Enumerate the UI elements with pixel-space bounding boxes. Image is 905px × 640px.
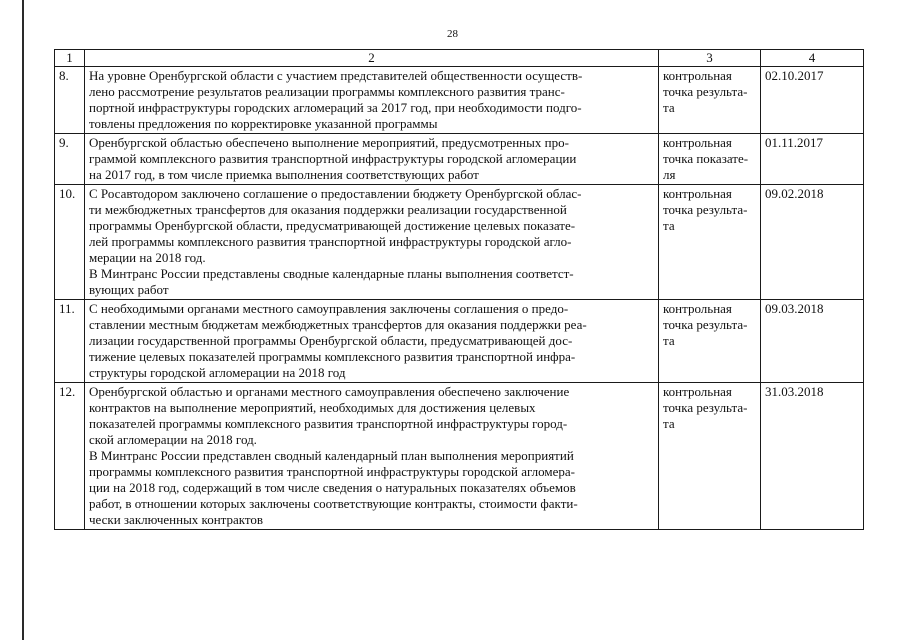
column-header-2: 2 bbox=[85, 50, 659, 67]
column-header-3: 3 bbox=[659, 50, 761, 67]
description-line: ти межбюджетных трансфертов для оказания поддержки реализации государственной bbox=[89, 202, 567, 217]
event-type-line: та bbox=[663, 100, 675, 115]
description-line: показателей программы комплексного развития транспортной инфраструктуры город- bbox=[89, 416, 568, 431]
event-date: 09.03.2018 bbox=[761, 300, 864, 383]
event-type-line: та bbox=[663, 218, 675, 233]
table-header-row bbox=[55, 50, 864, 67]
event-type-line: контрольная bbox=[663, 186, 732, 201]
row-number: 12. bbox=[55, 383, 85, 530]
description-line: лизации государственной программы Оренбургской области, предусматривающей дос- bbox=[89, 333, 573, 348]
event-type-line: ля bbox=[663, 167, 676, 182]
event-type bbox=[659, 67, 761, 134]
event-type-line: контрольная bbox=[663, 301, 732, 316]
description-line: контрактов на выполнение мероприятий, необходимых для достижения целевых bbox=[89, 400, 536, 415]
event-date: 01.11.2017 bbox=[761, 134, 864, 185]
table-row bbox=[55, 134, 864, 185]
description-line: работ, в отношении которых заключены соответствующие контракты, стоимости факти- bbox=[89, 496, 578, 511]
table-row bbox=[55, 67, 864, 134]
event-type-line: точка результа- bbox=[663, 84, 748, 99]
description-line: Оренбургской областью обеспечено выполнение мероприятий, предусмотренных про- bbox=[89, 135, 569, 150]
event-date: 09.02.2018 bbox=[761, 185, 864, 300]
event-description bbox=[85, 134, 659, 185]
description-line: на 2017 год, в том числе приемка выполнения соответствующих работ bbox=[89, 167, 479, 182]
description-line: Оренбургской областью и органами местного самоуправления обеспечено заключение bbox=[89, 384, 570, 399]
event-type-line: та bbox=[663, 333, 675, 348]
column-header-4: 4 bbox=[761, 50, 864, 67]
description-line: портной инфраструктуры городских агломераций за 2017 год, при необходимости подго- bbox=[89, 100, 582, 115]
description-line: На уровне Оренбургской области с участием представителей общественности осуществ- bbox=[89, 68, 583, 83]
row-number: 10. bbox=[55, 185, 85, 300]
description-line: вующих работ bbox=[89, 282, 169, 297]
event-type-line: контрольная bbox=[663, 68, 732, 83]
description-line: лено рассмотрение результатов реализации программы комплексного развития транс- bbox=[89, 84, 565, 99]
event-type bbox=[659, 383, 761, 530]
description-line: С Росавтодором заключено соглашение о предоставлении бюджету Оренбургской облас- bbox=[89, 186, 582, 201]
event-type-line: точка результа- bbox=[663, 317, 748, 332]
scan-edge-line bbox=[22, 0, 24, 640]
page-number: 28 bbox=[447, 28, 458, 40]
description-line: ставлении местным бюджетам межбюджетных трансфертов для оказания поддержки реа- bbox=[89, 317, 587, 332]
description-line: тижение целевых показателей программы комплексного развития транспортной инфра- bbox=[89, 349, 576, 364]
event-description bbox=[85, 300, 659, 383]
event-date: 02.10.2017 bbox=[761, 67, 864, 134]
description-line: программы Оренбургской области, предусматривающей достижение целевых показате- bbox=[89, 218, 576, 233]
description-line: ции на 2018 год, содержащий в том числе сведения о натуральных показателях объемов bbox=[89, 480, 576, 495]
description-line: программы комплексного развития транспортной инфраструктуры городской агломера- bbox=[89, 464, 576, 479]
table-row bbox=[55, 383, 864, 530]
event-description bbox=[85, 67, 659, 134]
event-type-line: точка результа- bbox=[663, 400, 748, 415]
row-number: 9. bbox=[55, 134, 85, 185]
description-line: мерации на 2018 год. bbox=[89, 250, 206, 265]
schedule-table bbox=[54, 49, 864, 530]
event-description bbox=[85, 185, 659, 300]
row-number: 11. bbox=[55, 300, 85, 383]
event-type bbox=[659, 134, 761, 185]
description-line: ской агломерации на 2018 год. bbox=[89, 432, 257, 447]
description-line: С необходимыми органами местного самоуправления заключены соглашения о предо- bbox=[89, 301, 569, 316]
description-line: чески заключенных контрактов bbox=[89, 512, 264, 527]
row-number: 8. bbox=[55, 67, 85, 134]
description-line: граммой комплексного развития транспортной инфраструктуры городской агломерации bbox=[89, 151, 577, 166]
event-description bbox=[85, 383, 659, 530]
description-line: товлены предложения по корректировке указанной программы bbox=[89, 116, 438, 131]
event-type-line: точка показате- bbox=[663, 151, 749, 166]
event-type-line: контрольная bbox=[663, 384, 732, 399]
table-row bbox=[55, 300, 864, 383]
event-date: 31.03.2018 bbox=[761, 383, 864, 530]
event-type-line: точка результа- bbox=[663, 202, 748, 217]
description-line: структуры городской агломерации на 2018 год bbox=[89, 365, 346, 380]
description-line: лей программы комплексного развития транспортной инфраструктуры городской агло- bbox=[89, 234, 572, 249]
column-header-1: 1 bbox=[55, 50, 85, 67]
event-type-line: контрольная bbox=[663, 135, 732, 150]
event-type bbox=[659, 185, 761, 300]
table-row bbox=[55, 185, 864, 300]
event-type-line: та bbox=[663, 416, 675, 431]
event-type bbox=[659, 300, 761, 383]
description-line: В Минтранс России представлены сводные календарные планы выполнения соответст- bbox=[89, 266, 574, 281]
description-line: В Минтранс России представлен сводный календарный план выполнения мероприятий bbox=[89, 448, 574, 463]
